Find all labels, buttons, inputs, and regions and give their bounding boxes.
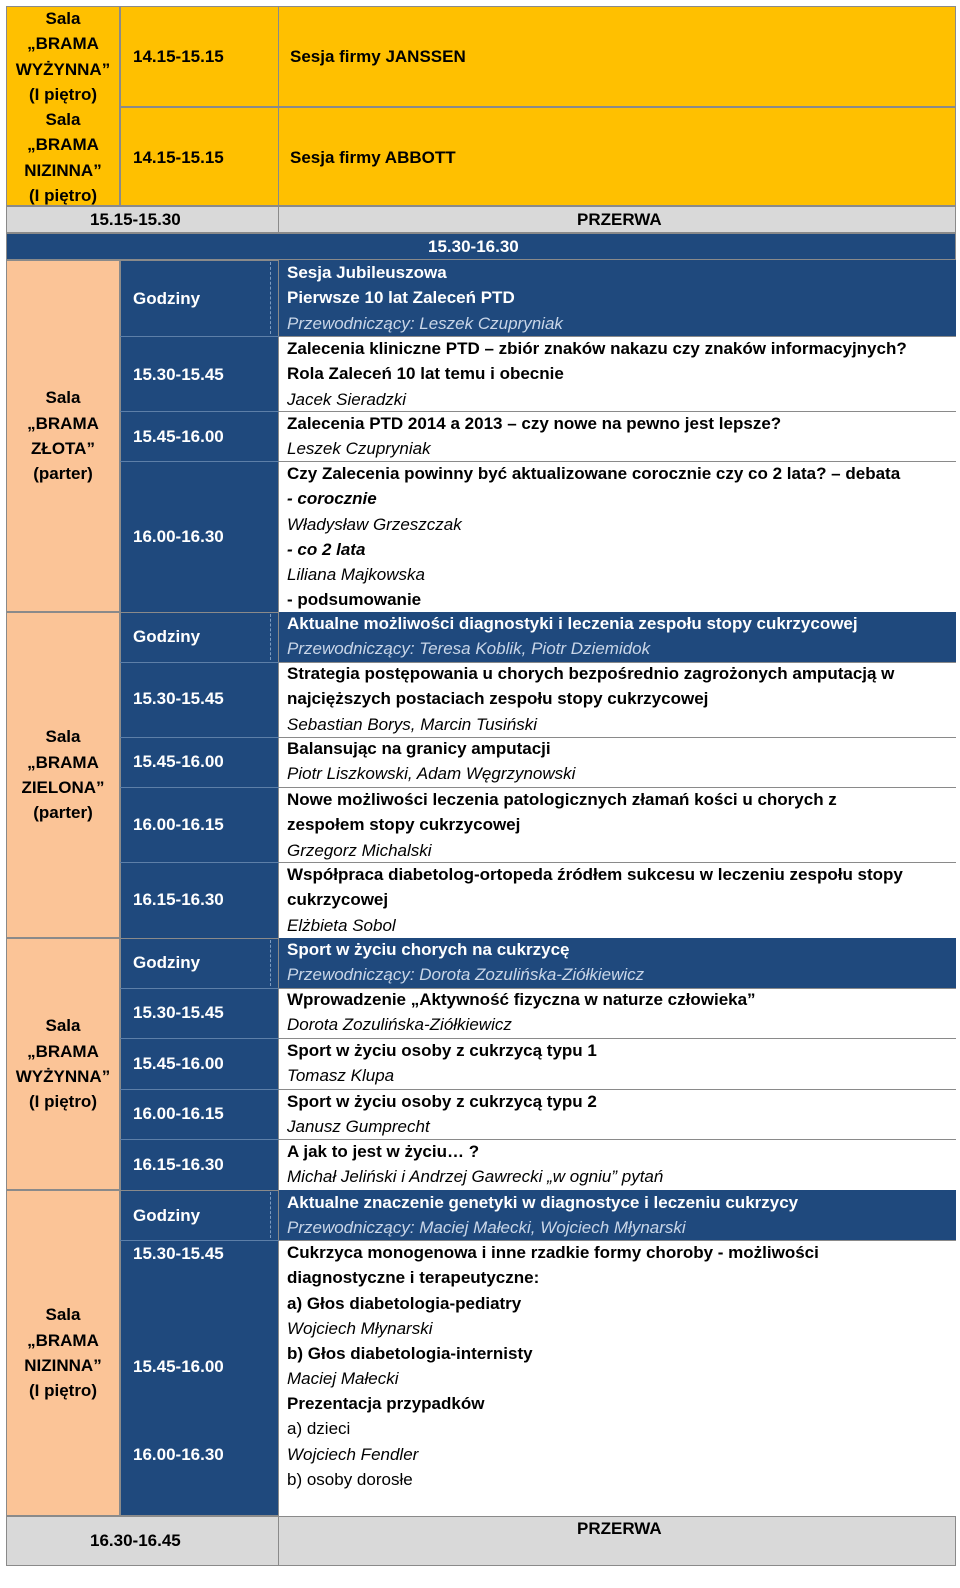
room-label-top-2: Sala „BRAMA NIZINNA” (I piętro)	[24, 110, 102, 205]
room-nizinna: Sala „BRAMA NIZINNA” (I piętro)	[6, 1190, 120, 1516]
room-wyzynna: Sala „BRAMA WYŻYNNA” (I piętro)	[6, 938, 120, 1190]
slot-time: 16.00-16.15	[133, 1104, 224, 1123]
session-header-text: Sport w życiu chorych na cukrzycę Przewodniczący: Dorota Zozulińska-Ziółkiewicz	[287, 940, 645, 985]
talk-item: Nowe możliwości leczenia patologicznych złamań kości u chorych z zespołem stopy cukrzycowej Grzegorz Michalski	[287, 790, 837, 860]
slot-time: 16.00-16.30	[133, 527, 224, 546]
talk-item: Zalecenia PTD 2014 a 2013 – czy nowe na pewno jest lepsze? Leszek Czupryniak	[287, 414, 782, 459]
slot-time: 16.15-16.30	[133, 890, 224, 909]
talk-item: Zalecenia kliniczne PTD – zbiór znaków nakazu czy znaków informacyjnych? Rola Zaleceń 10 lat temu i obecnie Jacek Sieradzki	[287, 339, 907, 409]
hours-label: Godziny	[133, 1206, 201, 1225]
session-header-text: Aktualne znaczenie genetyki w diagnostyce i leczeniu cukrzycy Przewodniczący: Maciej Małecki, Wojciech Młynarski	[287, 1193, 799, 1238]
session-title: Sesja firmy JANSSEN	[290, 47, 466, 66]
talk-item: Cukrzyca monogenowa i inne rzadkie formy choroby - możliwości diagnostyczne i terapeutyczne: a) Głos diabetologia-pediatry Wojciech Młynarski	[287, 1243, 819, 1338]
talk-item: Wprowadzenie „Aktywność fizyczna w naturze człowieka” Dorota Zozulińska-Ziółkiewicz	[287, 990, 756, 1035]
talk-item: Balansując na granicy amputacji Piotr Liszkowski, Adam Węgrzynowski	[287, 739, 576, 784]
talk-item: A jak to jest w życiu… ? Michał Jeliński i Andrzej Gawrecki „w ogniu” pytań	[287, 1142, 664, 1187]
slot-time: 15.30-15.45	[133, 689, 224, 708]
room-label-top-1: Sala „BRAMA WYŻYNNA” (I piętro)	[15, 9, 111, 104]
talk-item: Czy Zalecenia powinny być aktualizowane corocznie czy co 2 lata? – debata - corocznie Władysław Grzeszczak - co 2 lata Liliana Majkowska - podsumowanie	[287, 464, 901, 610]
talk-item: Współpraca diabetolog-ortopeda źródłem sukcesu w leczeniu zespołu stopy cukrzycowej Elżbieta Sobol	[287, 865, 903, 935]
talk-item: b) Głos diabetologia-internisty Maciej Małecki	[287, 1344, 533, 1389]
hours-label: Godziny	[133, 627, 201, 646]
slot-time: 15.30-15.45	[133, 365, 224, 384]
talk-item: Sport w życiu osoby z cukrzycą typu 2 Janusz Gumprecht	[287, 1092, 597, 1137]
talk-item: Strategia postępowania u chorych bezpośrednio zagrożonych amputacją w najcięższych postaciach zespołu stopy cukrzycowej Sebastian Borys, Marcin Tusiński	[287, 664, 895, 734]
slot-time: 15.30-15.45	[133, 1244, 224, 1263]
session-title: Sesja firmy ABBOTT	[290, 148, 456, 167]
hours-label: Godziny	[133, 289, 201, 308]
session-time: 14.15-15.15	[133, 148, 224, 167]
slot-time: 16.00-16.30	[133, 1445, 224, 1464]
session-header-text: Aktualne możliwości diagnostyki i leczenia zespołu stopy cukrzycowej Przewodniczący: Teresa Koblik, Piotr Dziemidok	[287, 614, 858, 659]
session-header-text: Sesja Jubileuszowa Pierwsze 10 lat Zaleceń PTD Przewodniczący: Leszek Czupryniak	[287, 263, 563, 333]
slot-time: 16.15-16.30	[133, 1155, 224, 1174]
slot-time: 15.45-16.00	[133, 752, 224, 771]
room-zielona: Sala „BRAMA ZIELONA” (parter)	[6, 612, 120, 938]
slot-time: 15.45-16.00	[133, 1054, 224, 1073]
slot-time: 15.45-16.00	[133, 427, 224, 446]
time-col-top	[120, 6, 279, 206]
talk-item: Prezentacja przypadków a) dzieci Wojciech Fendler b) osoby dorosłe	[287, 1394, 485, 1489]
break-label: PRZERWA	[577, 210, 662, 229]
session-time: 14.15-15.15	[133, 47, 224, 66]
slot-time: 15.45-16.00	[133, 1357, 224, 1376]
hours-label: Godziny	[133, 953, 201, 972]
block-time: 15.30-16.30	[428, 237, 519, 256]
slot-time: 16.00-16.15	[133, 815, 224, 834]
slot-time: 15.30-15.45	[133, 1003, 224, 1022]
talk-item: Sport w życiu osoby z cukrzycą typu 1 Tomasz Klupa	[287, 1041, 597, 1086]
break-time: 16.30-16.45	[90, 1531, 181, 1550]
break-time: 15.15-15.30	[90, 210, 181, 229]
room-zlota: Sala „BRAMA ZŁOTA” (parter)	[6, 260, 120, 612]
break-label: PRZERWA	[577, 1519, 662, 1538]
